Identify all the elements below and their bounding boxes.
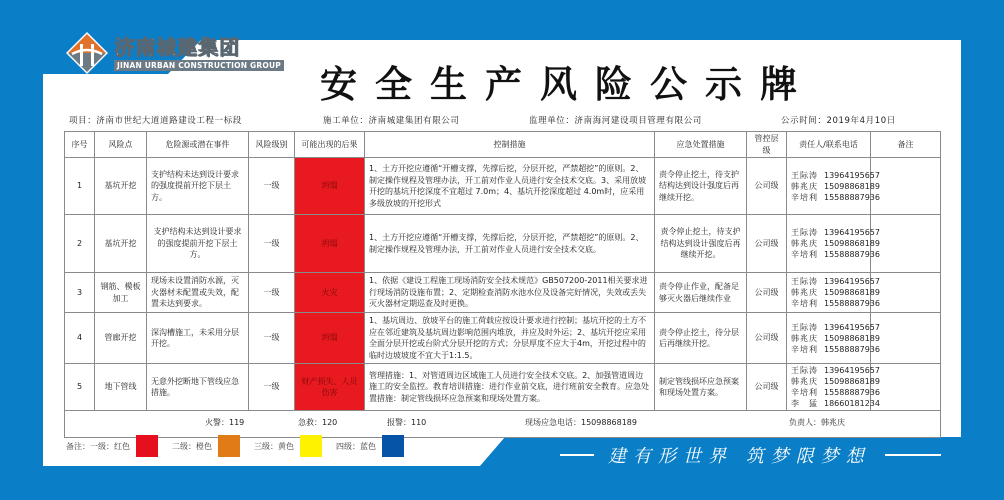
emergency-footer-row [65,411,941,438]
contact-phone: 13964195657 [824,277,880,286]
control-measures: 管理措施：1、对管道周边区域施工人员进行安全技术交底。2、加强管道周边施工的安全监控。教育培训措施：进行作业前交底，进行班前安全教育。应急处置措施：制定管线损坏应急预案和现场处置方案。 [365,364,655,411]
hazard: 支护结构未达到设计要求的强度提前开挖下层土方。 [147,158,249,215]
slogan-rule-left [560,454,594,456]
hazard: 支护结构未达到设计要求的强度提前开挖下层土方。 [147,215,249,273]
consequence: 坍塌 [295,313,365,364]
header-cell: 风险点 [95,132,147,158]
header-cell: 责任人/联系电话 [787,132,871,158]
legend-item-blue-label: 四级：蓝色 [336,441,376,451]
contact-name: 辛培利 [791,388,818,397]
header-cell: 序号 [65,132,95,158]
legend-item-red-label: 备注：一级：红色 [66,441,130,451]
contact-phone: 13964195657 [824,366,880,375]
slogan-rule-right [885,454,941,456]
row-number: 5 [65,364,95,411]
company-logo [64,30,284,76]
contacts [787,273,880,313]
contact-name: 王际涛 [791,366,818,375]
contacts [787,364,880,411]
ambulance-number: 急救：120 [298,418,338,427]
table-row [65,273,941,313]
consequence: 坍塌 [295,215,365,273]
contact-name: 韩兆庆 [791,288,818,297]
contact-phone: 15098868189 [824,333,880,343]
row-number: 2 [65,215,95,273]
page-title: 安全生产风险公示牌 [320,63,815,106]
contact-name: 韩兆庆 [791,333,818,343]
risk-table [64,131,941,438]
risk-level: 一级 [249,215,295,273]
table-header-row [65,132,941,158]
control-level: 公司级 [747,215,787,273]
contacts [787,313,880,364]
emergency-measures: 责令停止挖土，待支护结构达到设计强度后再继续开挖。 [655,215,747,273]
emergency-measures: 责令停止挖土，待分层后再继续开挖。 [655,313,747,364]
contact-phone: 15588887936 [824,299,880,308]
control-measures: 1、土方开挖应遵循“开槽支撑，先撑后挖，分层开挖，严禁超挖”的原则。2、制定操作规程及管理办法，开工前对作业人员进行安全技术交底。3、采用放坡开挖的基坑开挖深度不宜超过 7.0m；4、基坑开挖深度超过 4.0m时，应采用多级放坡的开挖形式 [365,158,655,215]
contact-name: 韩兆庆 [791,239,818,248]
contact-phone: 15098868189 [824,181,880,191]
emergency-measures: 制定管线损坏应急预案和现场处置方案。 [655,364,747,411]
consequence: 财产损失、人员伤害 [295,364,365,411]
row-number: 3 [65,273,95,313]
emergency-measures: 责令停止作业，配备足够灭火器后继续作业 [655,273,747,313]
contact-phone: 15098868189 [824,288,880,297]
person-in-charge: 负责人：韩兆庆 [789,418,845,427]
contact-phone: 15588887936 [824,192,880,202]
row-number: 1 [65,158,95,215]
risk-level: 一级 [249,313,295,364]
risk-level: 一级 [249,273,295,313]
contact-name: 辛培利 [791,250,818,259]
risk-level-legend [66,436,418,456]
contact-name: 王际涛 [791,322,818,332]
contact-phone: 13964195657 [824,228,880,237]
legend-swatch-red [136,435,158,457]
control-measures: 1、土方开挖应遵循“开槽支撑，先撑后挖，分层开挖，严禁超挖”的原则。2、制定操作规程及管理办法，开工前对作业人员进行安全技术交底。 [365,215,655,273]
contact-name: 辛培利 [791,299,818,308]
remark [871,158,941,215]
risk-level: 一级 [249,364,295,411]
header-cell: 可能出现的后果 [295,132,365,158]
legend-item-yellow-label: 三级：黄色 [254,441,294,451]
table-row [65,158,941,215]
consequence: 坍塌 [295,158,365,215]
contact-name: 辛培利 [791,192,818,202]
contact-phone: 13964195657 [824,322,880,332]
header-cell: 风险级别 [249,132,295,158]
remark [871,313,941,364]
remark [871,215,941,273]
project-name: 项目：济南市世纪大道道路建设工程一标段 [69,116,242,126]
contact-phone: 15588887936 [824,250,880,259]
diamond-h-logo-icon [64,30,110,76]
legend-swatch-orange [218,435,240,457]
emergency-measures: 责令停止挖土，待支护结构达到设计强度后再继续开挖。 [655,158,747,215]
risk-point: 地下管线 [95,364,147,411]
header-cell: 管控层级 [747,132,787,158]
legend-swatch-yellow [300,435,322,457]
table-row [65,313,941,364]
contact-phone: 15588887936 [824,344,880,354]
table-row [65,215,941,273]
contact-phone: 15098868189 [824,239,880,248]
project-meta [69,114,939,126]
slogan [560,440,950,470]
contacts [787,215,880,273]
contact-name: 韩兆庆 [791,377,818,386]
header-cell: 备注 [871,132,941,158]
slogan-text: 建有形世界 筑梦限梦想 [608,446,871,467]
control-level: 公司级 [747,313,787,364]
supervisor: 监理单位：济南海河建设项目管理有限公司 [529,116,702,126]
contact-phone: 18660181234 [824,399,880,408]
legend-swatch-blue [382,435,404,457]
hazard: 无意外挖断地下管线应急措施。 [147,364,249,411]
risk-point: 基坑开挖 [95,215,147,273]
control-level: 公司级 [747,158,787,215]
logo-name-cn: 济南城建集团 [114,34,240,59]
contact-name: 王际涛 [791,170,818,180]
contact-name: 李 猛 [791,399,818,408]
risk-point: 钢筋、模板加工 [95,273,147,313]
contact-name: 韩兆庆 [791,181,818,191]
emergency-numbers [65,411,941,438]
hazard: 深沟槽施工，未采用分层开挖。 [147,313,249,364]
contact-name: 王际涛 [791,277,818,286]
contact-phone: 15588887936 [824,388,880,397]
risk-point: 管廊开挖 [95,313,147,364]
contact-phone: 15098868189 [824,377,880,386]
header-cell: 控制措施 [365,132,655,158]
remark [871,273,941,313]
contacts [787,158,880,215]
publish-date: 公示时间：2019年4月10日 [781,116,896,126]
logo-name-en: JINAN URBAN CONSTRUCTION GROUP [114,60,284,71]
control-level: 公司级 [747,273,787,313]
remark [871,364,941,411]
contractor: 施工单位：济南城建集团有限公司 [323,116,460,126]
consequence: 火灾 [295,273,365,313]
risk-point: 基坑开挖 [95,158,147,215]
table-row [65,364,941,411]
risk-level: 一级 [249,158,295,215]
site-emergency-phone: 现场应急电话：15098868189 [525,418,637,427]
hazard: 现场未设置消防水源，灭火器材未配置或失效，配置未达到要求。 [147,273,249,313]
legend-item-orange-label: 二级：橙色 [172,441,212,451]
police-number: 报警：110 [387,418,427,427]
fire-number: 火警：119 [205,418,245,427]
control-measures: 1、基坑周边、放坡平台的施工荷载应按设计要求进行控制；基坑开挖的土方不应在邻近建筑及基坑周边影响范围内堆放，并应及时外运；2、基坑开挖应采用全面分层开挖或台阶式分层开挖的方式；分层厚度不应大于4m，开挖过程中的临时边坡坡度不宜大于1:1.5。 [365,313,655,364]
header-cell: 危险源或潜在事件 [147,132,249,158]
contact-name: 辛培利 [791,344,818,354]
header-cell: 应急处置措施 [655,132,747,158]
contact-phone: 13964195657 [824,170,880,180]
control-measures: 1、依据《建设工程施工现场消防安全技术规范》GB507200-2011相关要求进行现场消防设施布置；2、定期检查消防水池水位及设备完好情况，失效或丢失灭火器材定期巡查及时更换。 [365,273,655,313]
control-level: 公司级 [747,364,787,411]
contact-name: 王际涛 [791,228,818,237]
row-number: 4 [65,313,95,364]
